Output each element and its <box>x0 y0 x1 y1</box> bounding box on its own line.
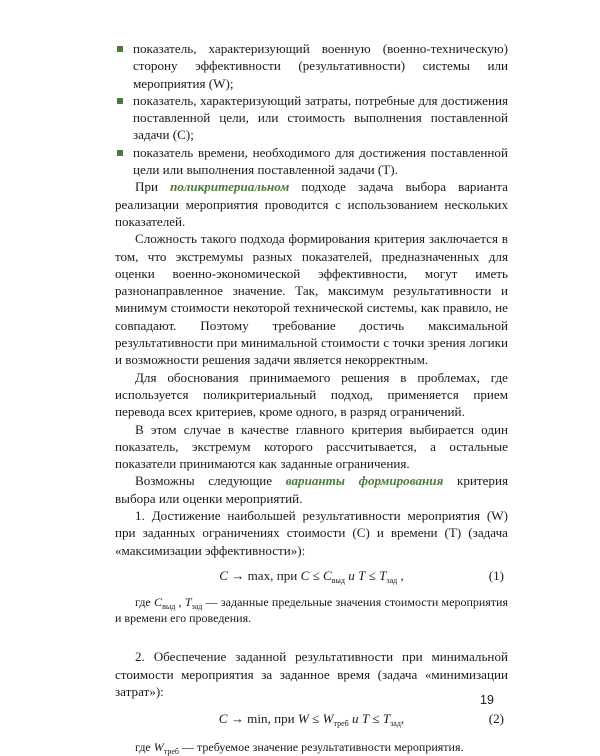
paragraph-polycriterial: При поликритериальном подходе задача выбора варианта реализации мероприятия проводится с использованием нескольких показателей. <box>115 179 508 229</box>
paragraph-variant-1: 1. Достижение наибольшей результативности мероприятия (W) при заданных ограничениях стоимости (С) и времени (Т) (задача «максимизации эффективности»): <box>115 508 508 558</box>
page-number: 19 <box>480 693 494 707</box>
square-bullet-icon <box>117 46 123 52</box>
equation-number: (2) <box>488 711 504 727</box>
list-item: показатель, характеризующий затраты, потребные для достижения поставленной цели, или стоимость выполнения поставленной задачи (С); <box>115 92 508 144</box>
equation-number: (1) <box>488 567 504 583</box>
emphasis-term: поликритериальном <box>170 179 290 195</box>
paragraph-complexity: Сложность такого подхода формирования критерия заключается в том, что экстремумы разных показателей, предназначенных для оценки военно-экономической эффективности, могут иметь разнонаправленное значение. Так, максимум результативности и минимум стоимости некоторой технической системы, как правило, не совпадают. Поэтому требование достичь максимальной результативности при минимальной стоимости с точки зрения логики и возможности решения задачи является некорректным. <box>115 231 508 368</box>
list-item: показатель, характеризующий военную (военно-техническую) сторону эффективности (результативности) системы или мероприятия (W); <box>115 40 508 92</box>
page-content <box>115 40 508 755</box>
indicator-list <box>115 40 508 178</box>
emphasis-term: варианты формирования <box>285 473 444 489</box>
square-bullet-icon <box>117 98 123 104</box>
formula-2: C → min, при $W \le W_{треб}$ и $T \le T_{зад}$, (2) <box>218 711 504 729</box>
formula-1: C → max, при $C \le C_{выд}$ и $T \le T_{зад}$ , (1) <box>219 567 504 585</box>
list-item: показатель времени, необходимого для достижения поставленной цели или выполнения поставленной задачи (Т). <box>115 144 508 179</box>
paragraph-main-criterion: В этом случае в качестве главного критерия выбирается один показатель, экстремум которого рассчитывается, а остальные показатели принимаются как заданные ограничения. <box>115 421 508 472</box>
paragraph-variant-2: 2. Обеспечение заданной результативности при минимальной стоимости мероприятия за заданное время (задача «минимизации затрат»): <box>115 649 508 699</box>
formula-1-note: где $C_{выд}$ , $T_{зад}$ — заданные предельные значения стоимости мероприятия и времени его проведения. <box>115 595 508 626</box>
paragraph-justification: Для обоснования принимаемого решения в проблемах, где используется поликритериальный подход, применяется прием перевода всех критериев, кроме одного, в разряд ограничений. <box>115 369 508 420</box>
square-bullet-icon <box>117 150 123 156</box>
paragraph-variants: Возможны следующие варианты формирования критерия выбора или оценки мероприятий. <box>115 473 508 506</box>
formula-2-note: где $W_{треб}$ — требуемое значение результативности мероприятия. <box>135 740 464 756</box>
